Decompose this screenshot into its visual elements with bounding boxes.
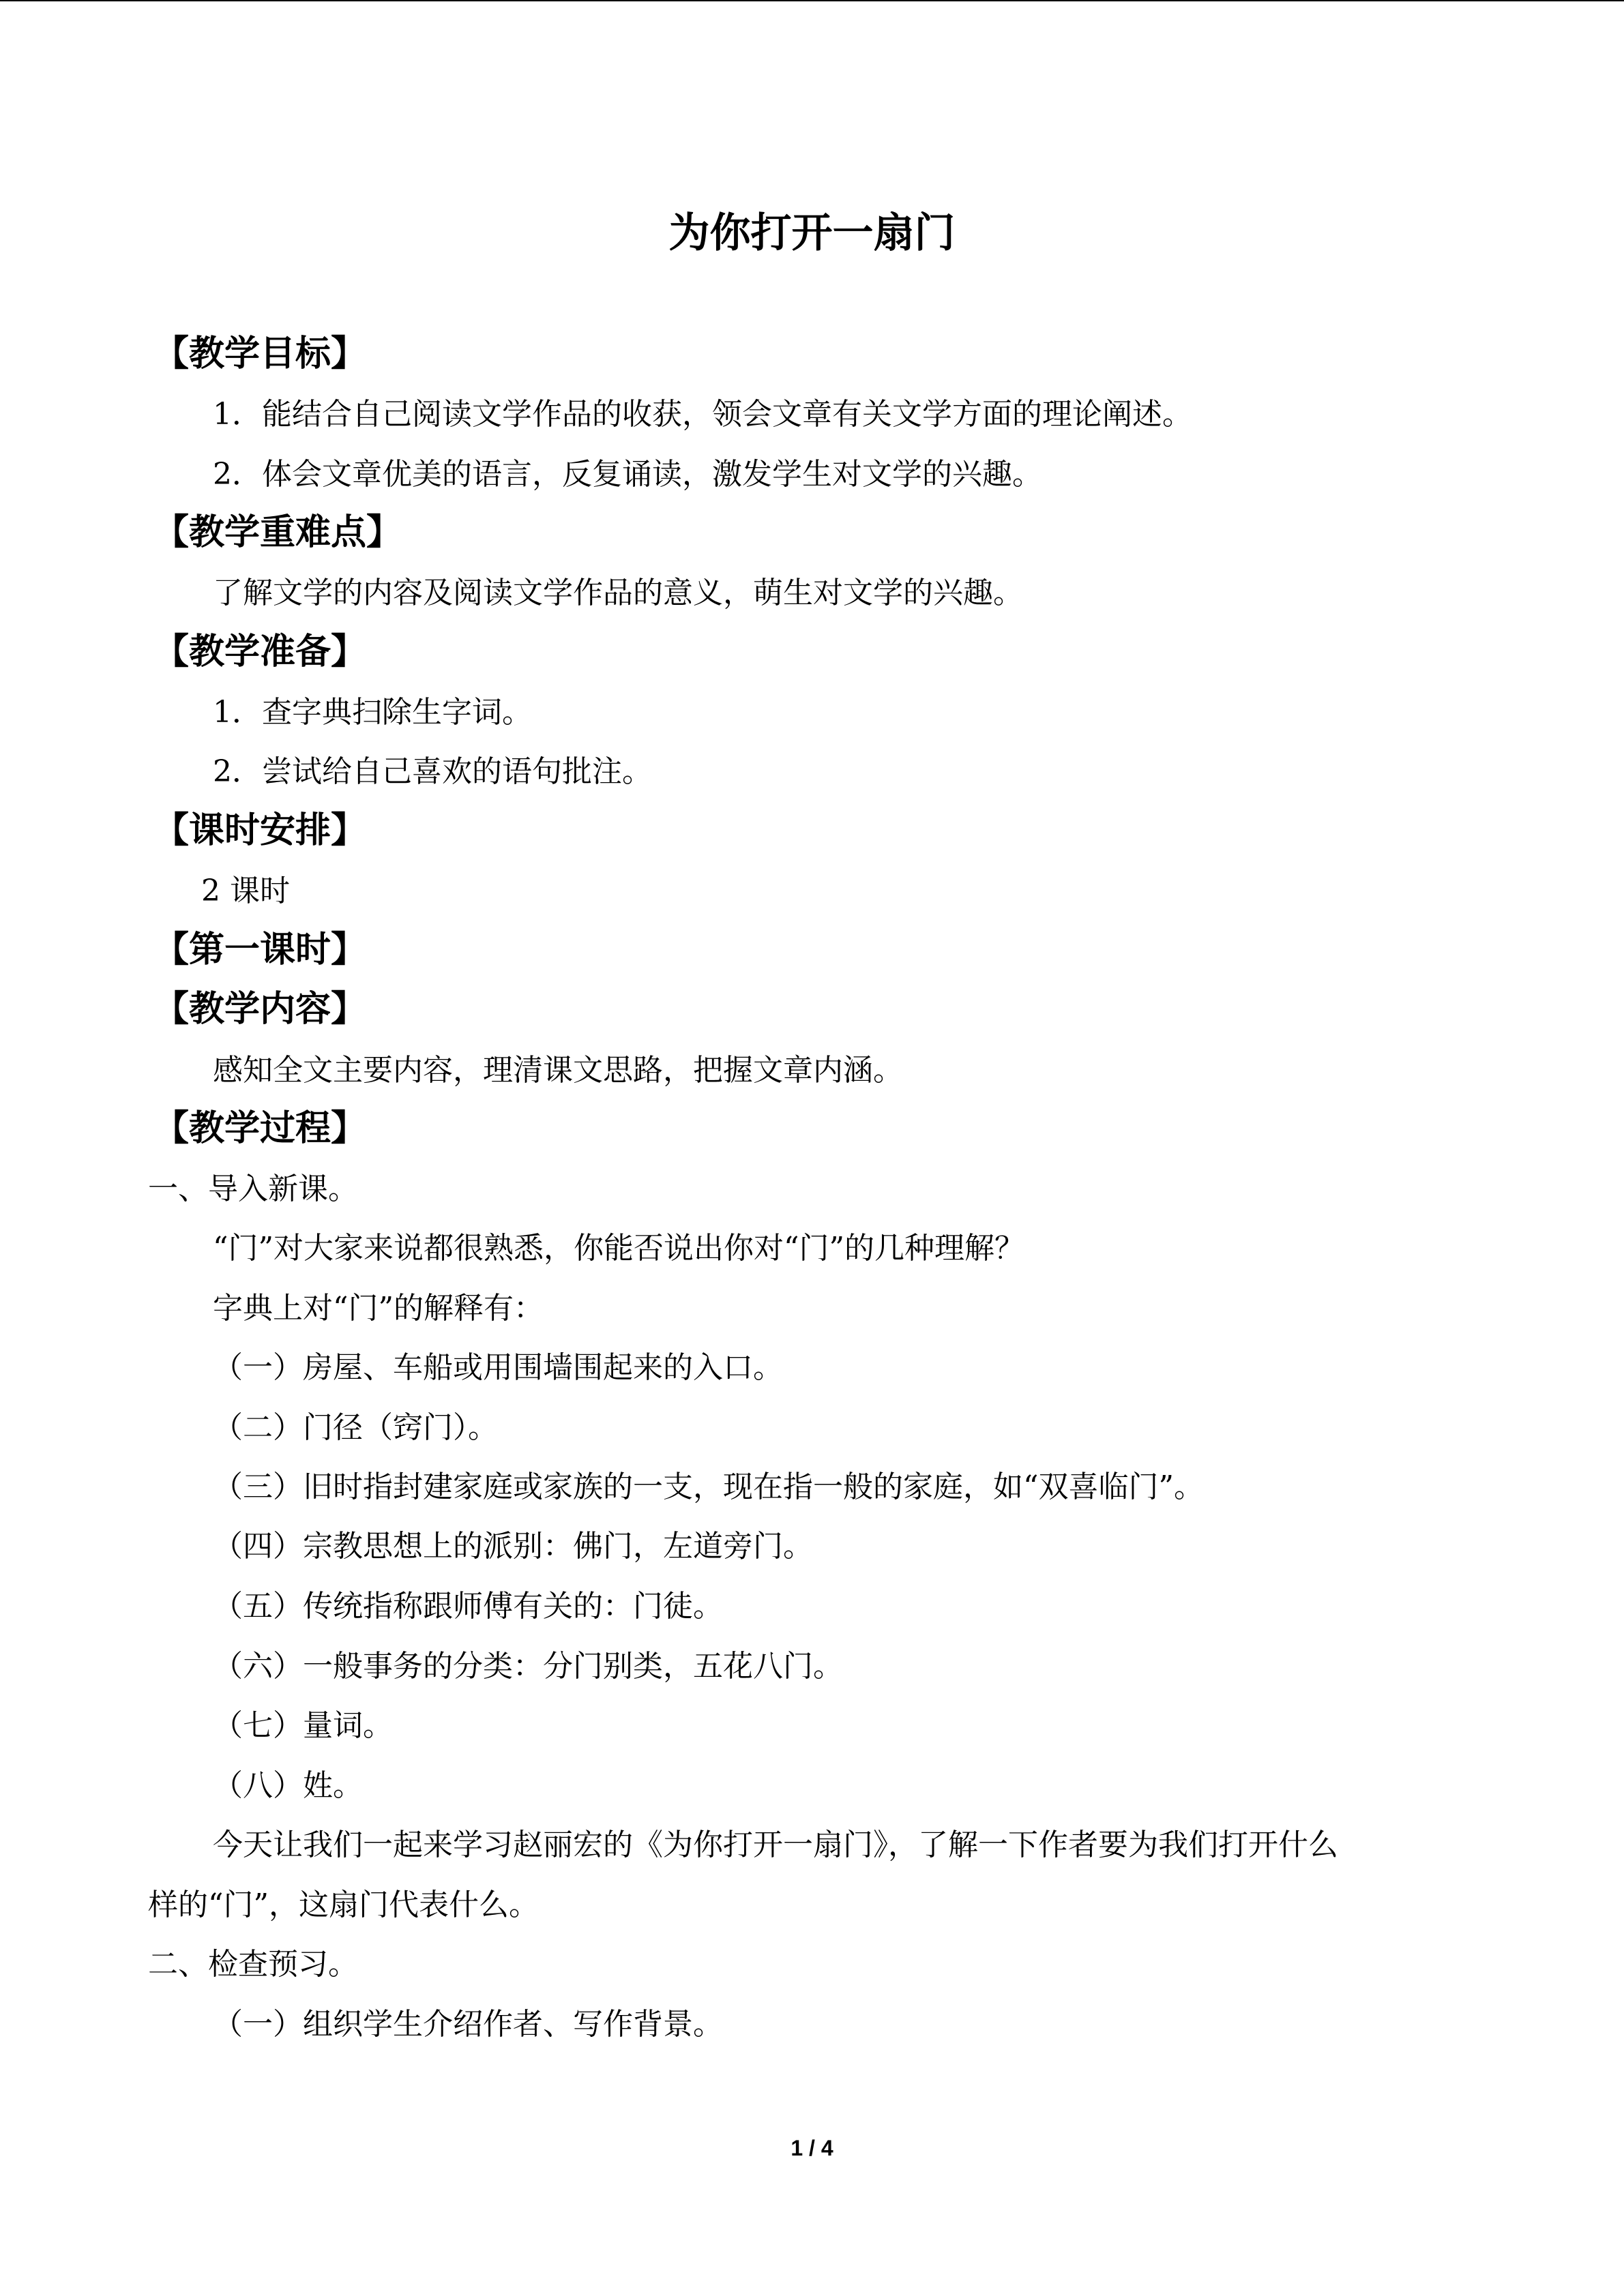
- page-number: 1 / 4: [791, 2136, 833, 2160]
- objective-item-2: 2．体会文章优美的语言，反复诵读，激发学生对文学的兴趣。: [213, 457, 1042, 492]
- process-step-1: 一、导入新课。: [148, 1172, 358, 1206]
- preparation-item-2: 2．尝试给自己喜欢的语句批注。: [213, 754, 652, 789]
- meaning-item-5: （五）传统指称跟师傅有关的：门徒。: [213, 1589, 723, 1624]
- heading-first-lesson: 【第一课时】: [153, 929, 367, 970]
- meaning-item-1: （一）房屋、车船或用围墙围起来的入口。: [213, 1350, 783, 1385]
- heading-content: 【教学内容】: [153, 989, 367, 1030]
- step2-item-1: （一）组织学生介绍作者、写作背景。: [213, 2007, 723, 2042]
- meaning-item-2: （二）门径（窍门）。: [213, 1410, 498, 1445]
- meaning-item-4: （四）宗教思想上的派别：佛门，左道旁门。: [213, 1529, 813, 1564]
- schedule-text: 2 课时: [201, 874, 290, 908]
- meaning-item-7: （七）量词。: [213, 1708, 393, 1743]
- process-step-2: 二、检查预习。: [148, 1947, 358, 1982]
- heading-schedule: 【课时安排】: [153, 810, 367, 851]
- today-paragraph-line-2: 样的“门”，这扇门代表什么。: [148, 1888, 539, 1922]
- objective-item-1: 1．能结合自己阅读文学作品的收获，领会文章有关文学方面的理论阐述。: [213, 397, 1192, 432]
- heading-preparation: 【教学准备】: [153, 631, 367, 672]
- key-points-text: 了解文学的内容及阅读文学作品的意义，萌生对文学的兴趣。: [213, 576, 1023, 610]
- content-text: 感知全文主要内容，理清课文思路，把握文章内涵。: [213, 1053, 903, 1088]
- meaning-item-6: （六）一般事务的分类：分门别类，五花八门。: [213, 1649, 843, 1684]
- meaning-item-8: （八）姓。: [213, 1768, 363, 1803]
- heading-process: 【教学过程】: [153, 1108, 367, 1149]
- process-question: “门”对大家来说都很熟悉，你能否说出你对“门”的几种理解？: [213, 1231, 1024, 1266]
- document-title: 为你打开一扇门: [668, 209, 956, 257]
- heading-objectives: 【教学目标】: [153, 333, 367, 374]
- heading-key-points: 【教学重难点】: [153, 512, 402, 553]
- today-paragraph-line-1: 今天让我们一起来学习赵丽宏的《为你打开一扇门》，了解一下作者要为我们打开什么: [213, 1828, 1338, 1862]
- preparation-item-1: 1．查字典扫除生字词。: [213, 695, 532, 730]
- dictionary-intro: 字典上对“门”的解释有：: [213, 1291, 544, 1326]
- meaning-item-3: （三）旧时指封建家庭或家族的一支，现在指一般的家庭，如“双喜临门”。: [213, 1470, 1204, 1504]
